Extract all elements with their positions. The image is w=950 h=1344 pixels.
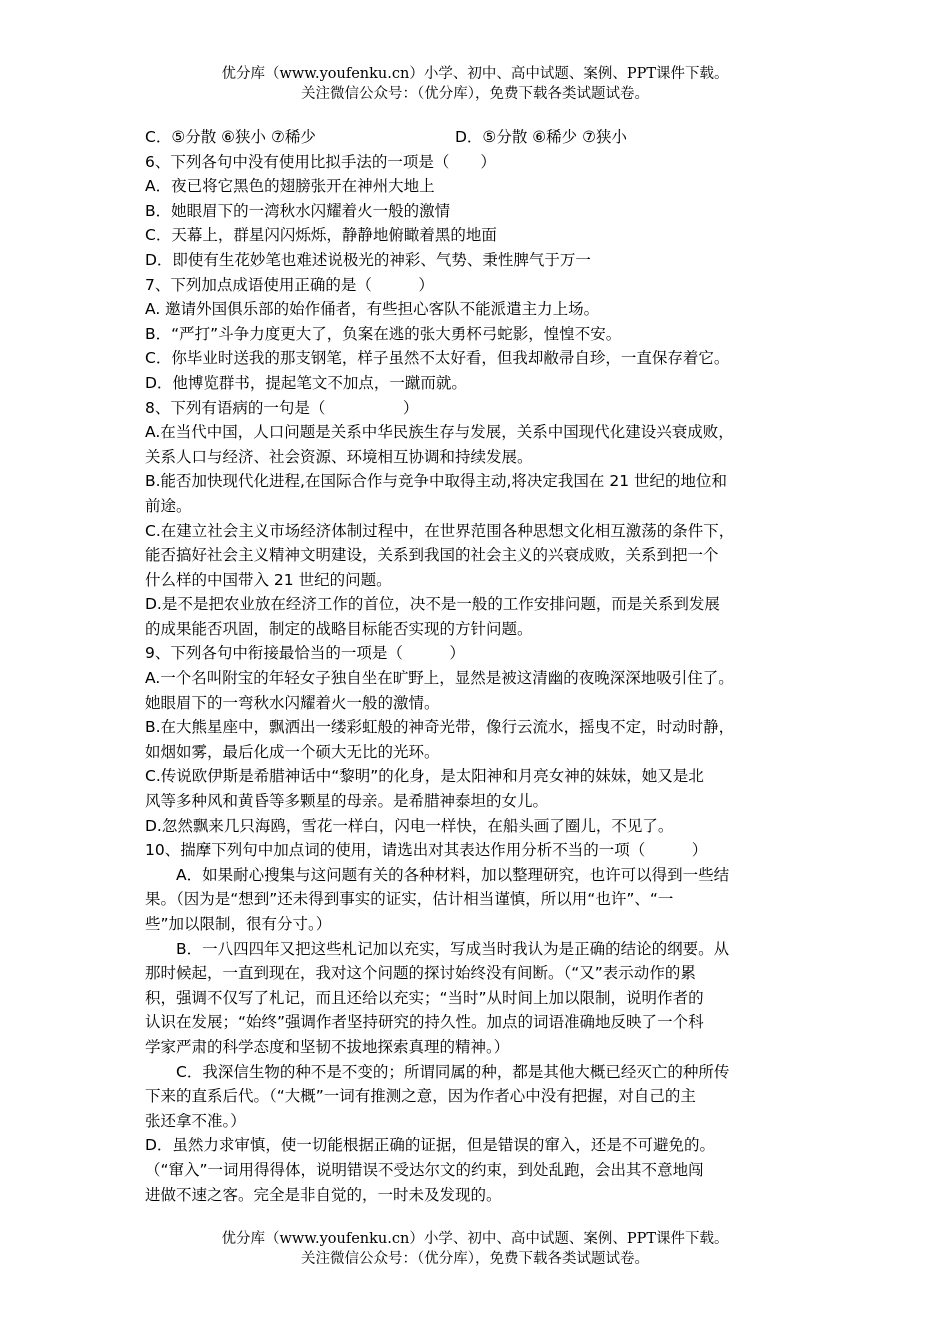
q9-option-c-line-2: 风等多种风和黄昏等多颗星的母亲。是希腊神泰坦的女儿。 <box>145 792 549 811</box>
q10-option-c-line-2: 下来的直系后代。（“大概”一词有推测之意，因为作者心中没有把握，对自己的主 <box>145 1087 696 1106</box>
q8-option-c-line-3: 什么样的中国带入 21 世纪的问题。 <box>145 570 392 589</box>
q8-option-a-line-2: 关系人口与经济、社会资源、环境相互协调和持续发展。 <box>145 447 533 466</box>
q10-option-b-line-5: 学家严肃的科学态度和坚韧不拔地探索真理的精神。） <box>145 1037 510 1056</box>
footer-line-2: 关注微信公众号：（优分库），免费下载各类试题试卷。 <box>301 1251 649 1267</box>
q10-option-b-line-1: B．一八四四年又把这些札记加以充实，写成当时我认为是正确的结论的纲要。从 <box>176 939 730 958</box>
q10-option-d-line-3: 进做不速之客。完全是非自觉的，一时未及发现的。 <box>145 1185 502 1204</box>
q7-option-d: D．他博览群书，提起笔文不加点，一蹴而就。 <box>145 373 467 392</box>
q9-option-a-line-1: A.一个名叫附宝的年轻女子独自坐在旷野上，显然是被这清幽的夜晚深深地吸引住了。 <box>145 669 734 688</box>
q8-option-b-line-2: 前途。 <box>145 496 192 515</box>
q10-option-c-line-3: 张还拿不准。） <box>145 1111 246 1130</box>
q10-option-c-line-1: C．我深信生物的种不是不变的；所谓同属的种，都是其他大概已经灭亡的种所传 <box>176 1062 730 1081</box>
q10-option-b-line-3: 积，强调不仅写了札记，而且还给以充实；“当时”从时间上加以限制，说明作者的 <box>145 988 704 1007</box>
q10-option-a-line-1: A．如果耐心搜集与这问题有关的各种材料，加以整理研究，也许可以得到一些结 <box>176 865 730 884</box>
q10-option-d-line-1: D．虽然力求审慎，使一切能根据正确的证据，但是错误的窜入，还是不可避免的。 <box>145 1136 715 1155</box>
q10-option-a-line-3: 些”加以限制，很有分寸。） <box>145 915 332 933</box>
q7-stem: 7、下列加点成语使用正确的是（ ） <box>145 275 434 294</box>
q9-option-b-line-1: B.在大熊星座中，飘洒出一缕彩虹般的神奇光带，像行云流水，摇曳不定，时动时静， <box>145 718 735 737</box>
q5-option-d: D．⑤分散 ⑥稀少 ⑦狭小 <box>455 128 627 146</box>
header-line-1: 优分库（www.youfenku.cn）小学、初中、高中试题、案例、PPT课件下载。 <box>221 66 729 82</box>
q10-option-b-line-2: 那时候起，一直到现在，我对这个问题的探讨始终没有间断。（“又”表示动作的累 <box>145 964 696 983</box>
document-body <box>145 125 821 1207</box>
page-footer <box>0 1229 950 1269</box>
q6-option-d: D．即使有生花妙笔也难述说极光的神彩、气势、秉性脾气于万一 <box>145 250 591 269</box>
q10-stem: 10、揣摩下列句中加点词的使用，请选出对其表达作用分析不当的一项（ ） <box>145 841 708 860</box>
header-line-2: 关注微信公众号：（优分库），免费下载各类试题试卷。 <box>301 86 649 102</box>
page-header <box>0 64 950 104</box>
q8-option-c-line-1: C.在建立社会主义市场经济体制过程中，在世界范围各种思想文化相互激荡的条件下， <box>145 521 735 540</box>
q8-option-b-line-1: B.能否加快现代化进程,在国际合作与竞争中取得主动,将决定我国在 21 世纪的地位和 <box>145 472 727 491</box>
q7-option-a: A. 邀请外国俱乐部的始作俑者，有些担心客队不能派遣主力上场。 <box>145 300 600 319</box>
q5-option-c: C．⑤分散 ⑥狭小 ⑦稀少 <box>145 128 316 146</box>
q9-option-c-line-1: C.传说欧伊斯是希腊神话中“黎明”的化身，是太阳神和月亮女神的妹妹，她又是北 <box>145 767 704 786</box>
q6-option-c: C．天幕上，群星闪闪烁烁，静静地俯瞰着黑的地面 <box>145 226 497 245</box>
q9-option-a-line-2: 她眼眉下的一弯秋水闪耀着火一般的激情。 <box>145 693 440 712</box>
q10-option-b-line-4: 认识在发展；“始终”强调作者坚持研究的持久性。加点的词语准确地反映了一个科 <box>145 1013 704 1032</box>
q10-option-d-line-2: （“窜入”一词用得得体，说明错误不受达尔文的约束，到处乱跑，会出其不意地闯 <box>145 1160 704 1179</box>
q7-option-c: C．你毕业时送我的那支钢笔，样子虽然不太好看，但我却敝帚自珍，一直保存着它。 <box>145 349 730 368</box>
q10-option-a-line-2: 果。（因为是“想到”还未得到事实的证实，估计相当谨慎，所以用“也许”、“一 <box>145 890 674 909</box>
q9-stem: 9、下列各句中衔接最恰当的一项是（ ） <box>145 644 465 663</box>
footer-line-1: 优分库（www.youfenku.cn）小学、初中、高中试题、案例、PPT课件下载。 <box>221 1231 729 1247</box>
q5-options <box>145 125 821 150</box>
q9-option-d-line-1: D.忽然飘来几只海鸥，雪花一样白，闪电一样快，在船头画了圈儿，不见了。 <box>145 816 674 835</box>
q9-option-b-line-2: 如烟如雾，最后化成一个硕大无比的光环。 <box>145 742 440 761</box>
q8-option-d-line-1: D.是不是把农业放在经济工作的首位，决不是一般的工作安排问题，而是关系到发展 <box>145 595 720 614</box>
q6-stem: 6、下列各句中没有使用比拟手法的一项是（ ） <box>145 152 496 171</box>
q8-option-d-line-2: 的成果能否巩固，制定的战略目标能否实现的方针问题。 <box>145 619 533 638</box>
q7-option-b: B．“严打”斗争力度更大了，负案在逃的张大勇杯弓蛇影，惶惶不安。 <box>145 324 622 343</box>
q6-option-a: A．夜已将它黑色的翅膀张开在神州大地上 <box>145 177 435 196</box>
q8-option-c-line-2: 能否搞好社会主义精神文明建设，关系到我国的社会主义的兴衰成败，关系到把一个 <box>145 546 719 565</box>
q8-option-a-line-1: A.在当代中国，人口问题是关系中华民族生存与发展，关系中国现代化建设兴衰成败， <box>145 423 734 442</box>
q8-stem: 8、下列有语病的一句是（ ） <box>145 398 419 417</box>
q6-option-b: B．她眼眉下的一湾秋水闪耀着火一般的激情 <box>145 201 451 220</box>
